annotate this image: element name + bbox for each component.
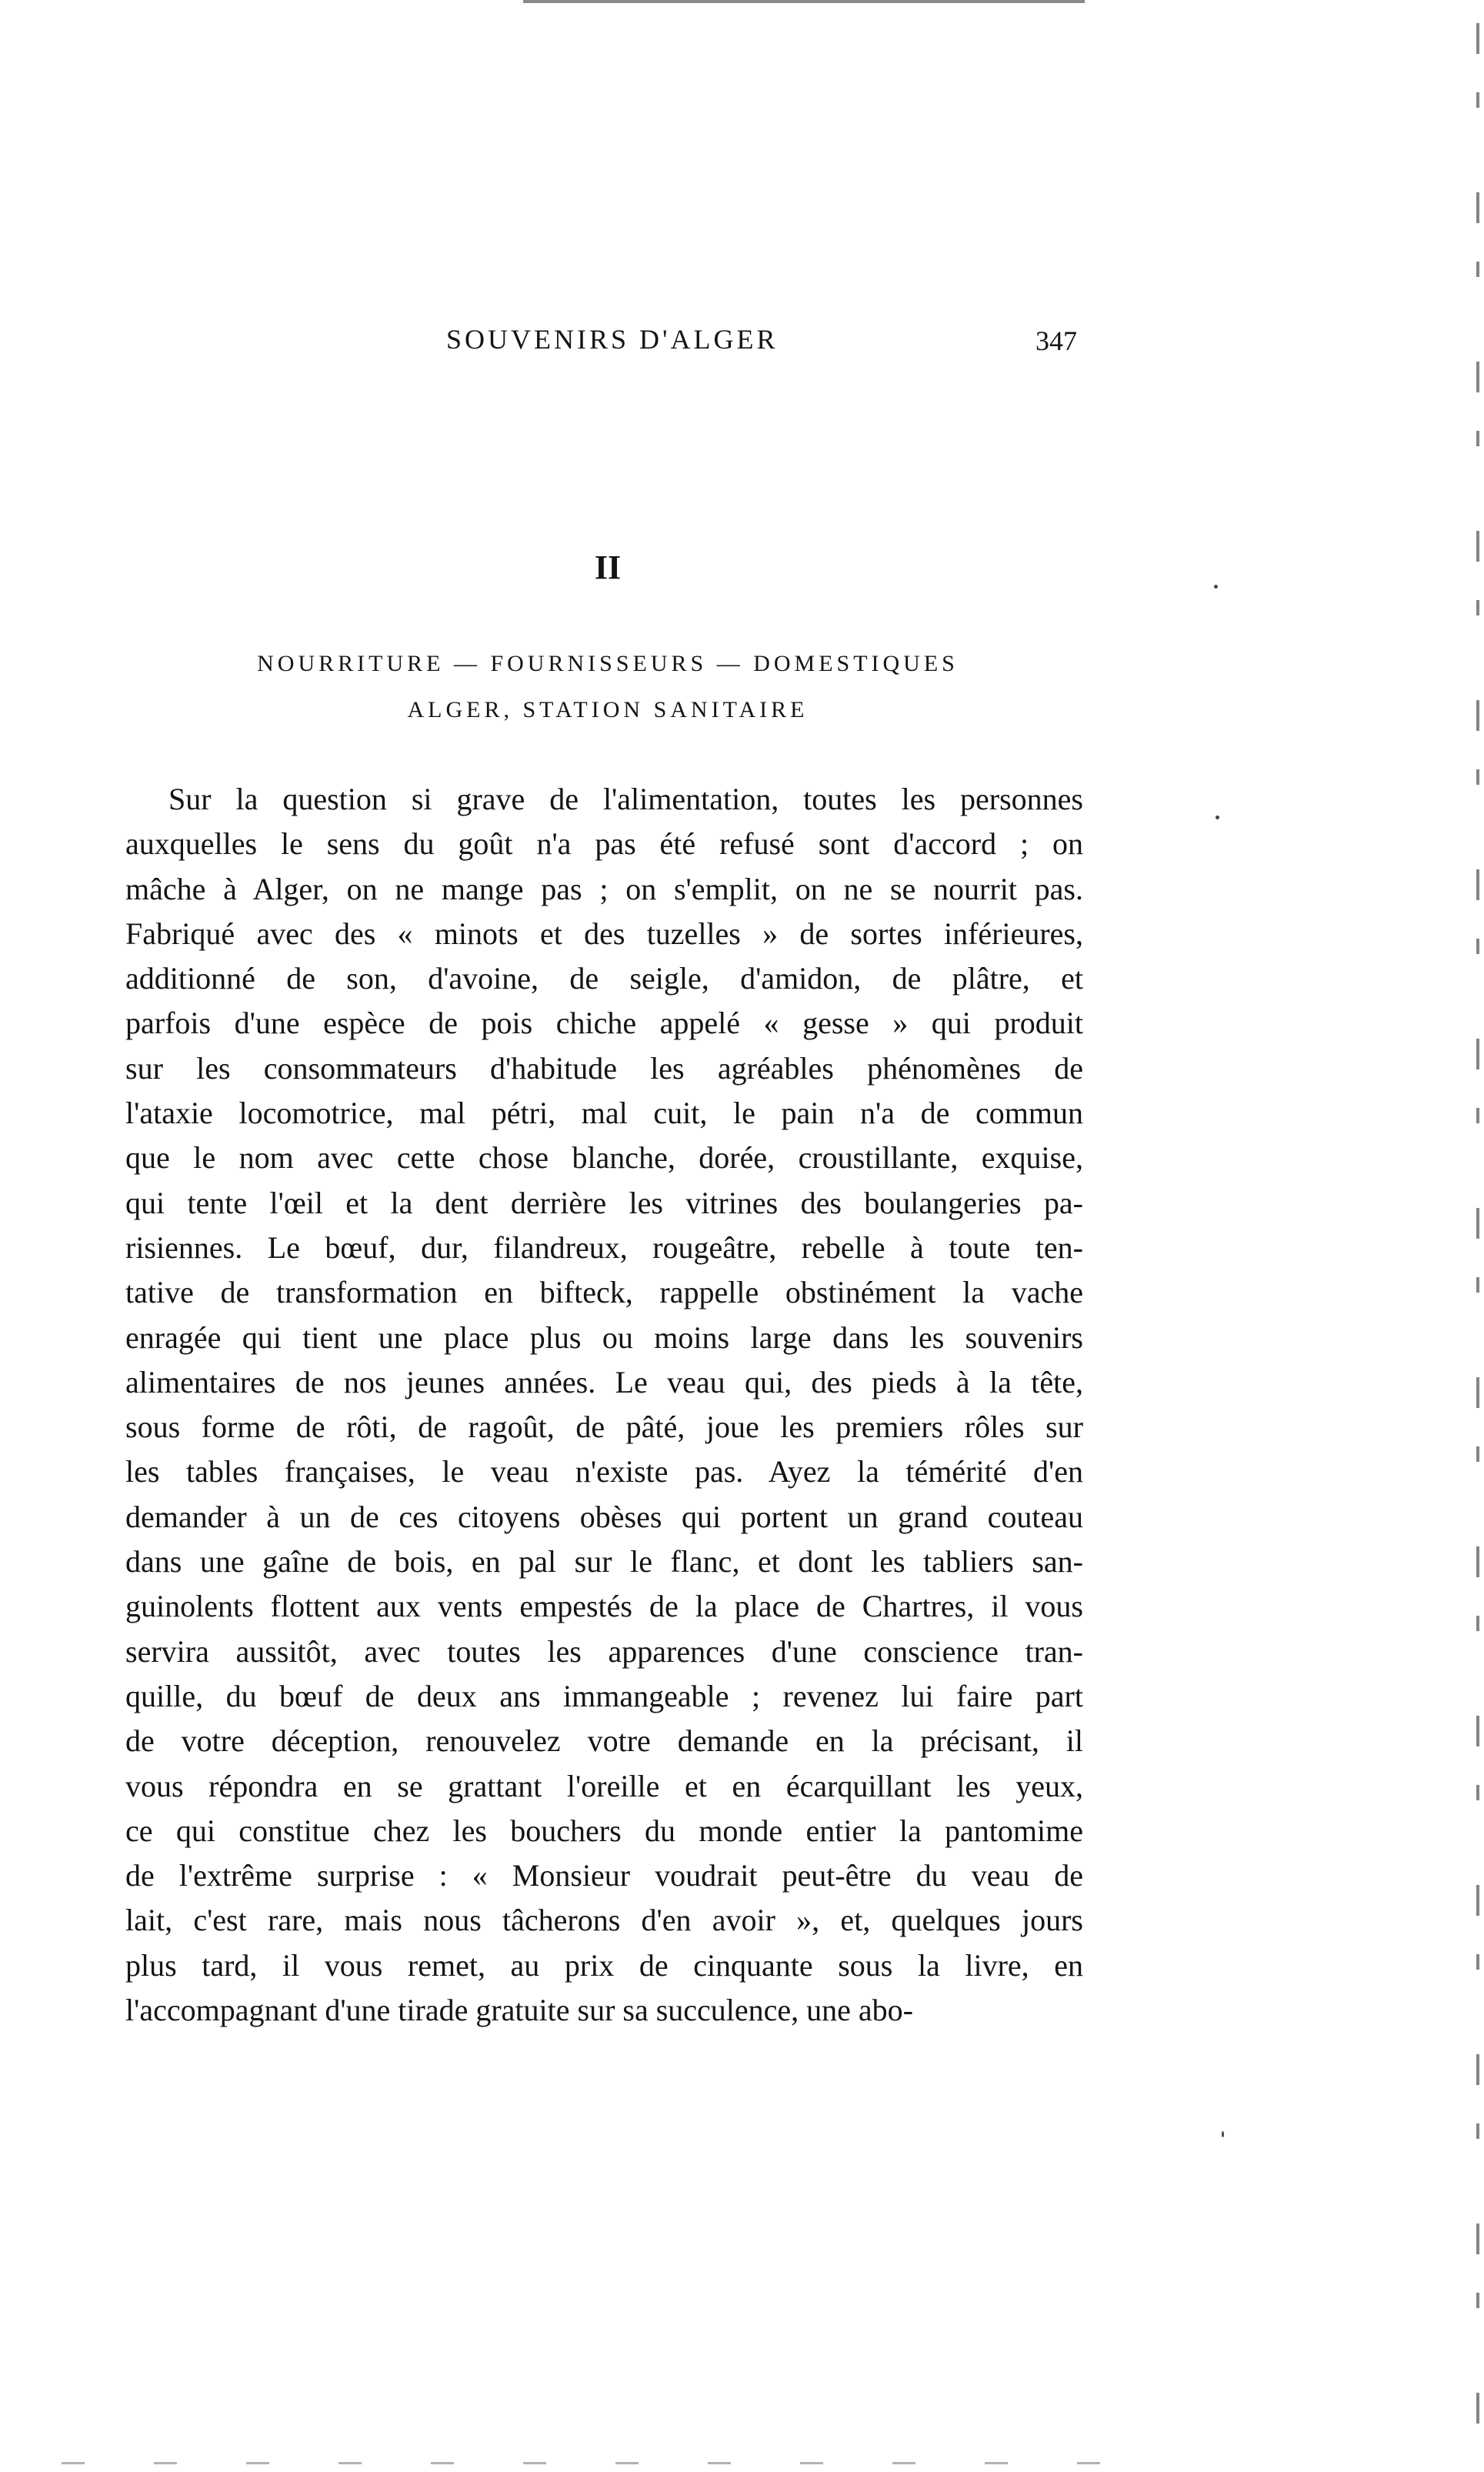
text-line: enragée qui tient une place plus ou moins large dans les souvenirs xyxy=(125,1319,1083,1355)
text-line: risiennes. Le bœuf, dur, filandreux, rougeâtre, rebelle à toute ten- xyxy=(125,1229,1083,1265)
scan-border-top xyxy=(523,0,1085,3)
text-line: demander à un de ces citoyens obèses qui portent un grand couteau xyxy=(125,1499,1083,1534)
text-line: l'ataxie locomotrice, mal pétri, mal cuit, le pain n'a de commun xyxy=(125,1096,1083,1131)
text-line: mâche à Alger, on ne mange pas ; on s'emplit, on ne se nourrit pas. xyxy=(125,871,1083,906)
text-line: auxquelles le sens du goût n'a pas été refusé sont d'accord ; on xyxy=(125,826,1083,862)
text-line: qui tente l'œil et la dent derrière les vitrines des boulangeries pa- xyxy=(125,1185,1083,1220)
text-line: les tables françaises, le veau n'existe pas. Ayez la témérité d'en xyxy=(125,1454,1083,1490)
scan-speck xyxy=(1216,816,1219,819)
text-line: l'accompagnant d'une tirade gratuite sur sa succulence, une abo- xyxy=(125,1993,913,2028)
chapter-subtitle-line-1: NOURRITURE — FOURNISSEURS — DOMESTIQUES xyxy=(257,651,959,676)
body-paragraph xyxy=(125,777,1083,2033)
text-line: que le nom avec cette chose blanche, dorée, croustillante, exquise, xyxy=(125,1140,1083,1176)
text-line: de l'extrême surprise : « Monsieur voudrait peut-être du veau de xyxy=(125,1858,1083,1893)
scan-border-bottom xyxy=(62,2462,1154,2464)
text-line: plus tard, il vous remet, au prix de cinquante sous la livre, en xyxy=(125,1947,1083,1983)
text-line: parfois d'une espèce de pois chiche appelé « gesse » qui produit xyxy=(125,1006,1083,1041)
running-head xyxy=(446,323,1077,369)
scan-speck xyxy=(1222,2131,1224,2137)
text-line: additionné de son, d'avoine, de seigle, d'amidon, de plâtre, et xyxy=(125,961,1083,996)
text-line: sous forme de rôti, de ragoût, de pâté, joue les premiers rôles sur xyxy=(125,1409,1083,1445)
text-line: Fabriqué avec des « minots et des tuzelles » de sortes inférieures, xyxy=(125,916,1083,951)
chapter-number: II xyxy=(594,549,622,586)
text-line: dans une gaîne de bois, en pal sur le flanc, et dont les tabliers san- xyxy=(125,1544,1083,1580)
text-line: de votre déception, renouvelez votre demande en la précisant, il xyxy=(125,1723,1083,1759)
scan-border-right xyxy=(1476,23,1479,2447)
text-line: quille, du bœuf de deux ans immangeable ; revenez lui faire part xyxy=(125,1678,1083,1713)
running-title: SOUVENIRS D'ALGER xyxy=(446,324,779,355)
chapter-subtitle-line-2: ALGER, STATION SANITAIRE xyxy=(407,697,809,722)
page-number: 347 xyxy=(1035,325,1077,356)
text-line: tative de transformation en bifteck, rappelle obstinément la vache xyxy=(125,1275,1083,1310)
text-line: guinolents flottent aux vents empestés de la place de Chartres, il vous xyxy=(125,1589,1083,1624)
text-line: alimentaires de nos jeunes années. Le veau qui, des pieds à la tête, xyxy=(125,1364,1083,1399)
text-line: vous répondra en se grattant l'oreille et en écarquillant les yeux, xyxy=(125,1768,1083,1803)
text-line: servira aussitôt, avec toutes les apparences d'une conscience tran- xyxy=(125,1633,1083,1669)
text-line: sur les consommateurs d'habitude les agréables phénomènes de xyxy=(125,1050,1083,1086)
text-line: Sur la question si grave de l'alimentation, toutes les personnes xyxy=(168,782,1083,816)
text-line: ce qui constitue chez les bouchers du monde entier la pantomime xyxy=(125,1813,1083,1848)
text-line: lait, c'est rare, mais nous tâcherons d'en avoir », et, quelques jours xyxy=(125,1903,1083,1938)
